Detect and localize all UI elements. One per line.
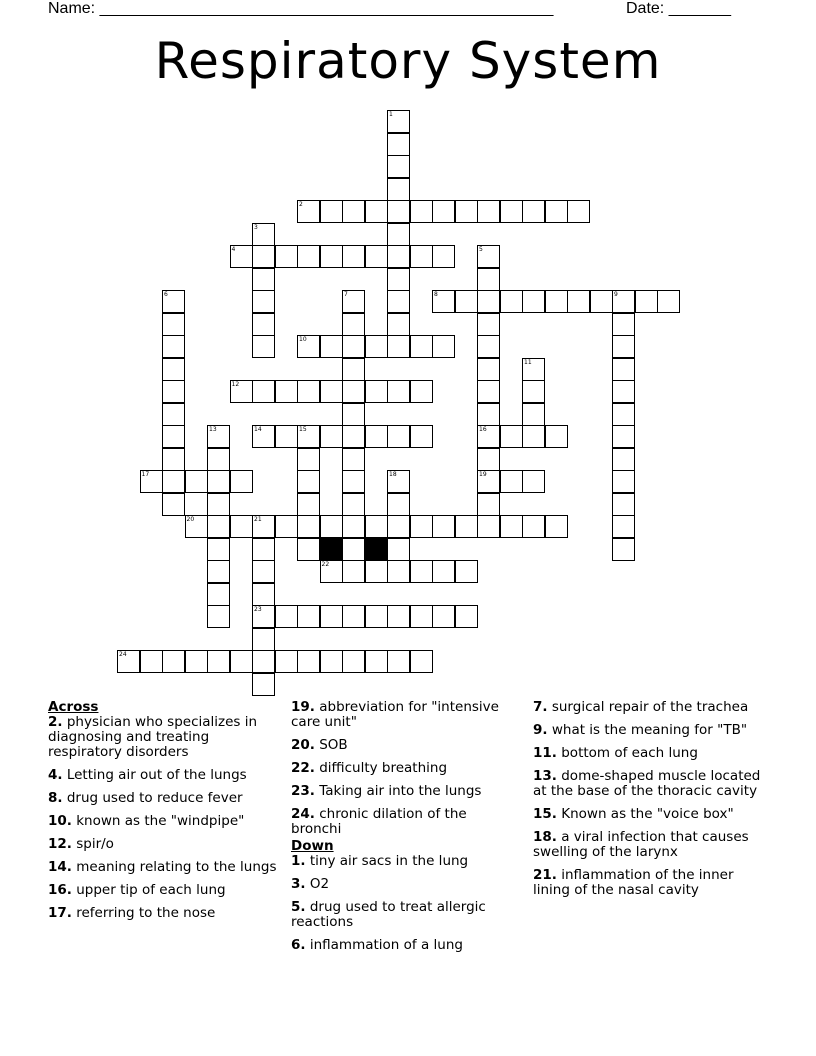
crossword-cell[interactable] [567,290,590,313]
crossword-cell[interactable] [500,470,523,493]
clue-across-12: 12. spir/o [48,836,114,852]
crossword-cell[interactable] [252,313,275,336]
crossword-cell[interactable] [612,313,635,336]
crossword-cell[interactable] [275,605,298,628]
clue-number-label: 6 [164,291,168,298]
clue-down-1: 1. tiny air sacs in the lung [291,853,469,869]
crossword-cell[interactable] [342,245,365,268]
crossword-cell[interactable] [162,380,185,403]
crossword-cell[interactable] [455,605,478,628]
crossword-cell[interactable] [342,650,365,673]
crossword-cell[interactable] [387,268,410,291]
clue-across-16: 16. upper tip of each lung [48,882,226,898]
crossword-cell[interactable] [140,470,163,493]
crossword-cell[interactable] [252,650,275,673]
crossword-cell[interactable] [365,245,388,268]
crossword-cell[interactable] [612,538,635,561]
crossword-cell[interactable] [500,290,523,313]
crossword-cell[interactable] [365,425,388,448]
crossword-cell[interactable] [342,493,365,516]
crossword-cell[interactable] [297,335,320,358]
crossword-cell[interactable] [342,425,365,448]
crossword-cell[interactable] [342,380,365,403]
clue-across-8: 8. drug used to reduce fever [48,790,243,806]
clue-number-label: 1 [389,111,393,118]
crossword-cell[interactable] [162,650,185,673]
clue-number-label: 16 [479,426,487,433]
crossword-cell[interactable] [387,155,410,178]
crossword-cell[interactable] [252,268,275,291]
crossword-cell[interactable] [410,560,433,583]
crossword-cell[interactable] [185,650,208,673]
crossword-cell[interactable] [477,200,500,223]
clue-number-label: 18 [389,471,397,478]
clue-number-label: 5 [479,246,483,253]
crossword-cell[interactable] [207,583,230,606]
clue-across-10: 10. known as the "windpipe" [48,813,245,829]
crossword-cell[interactable] [522,425,545,448]
crossword-cell[interactable] [297,245,320,268]
crossword-cell[interactable] [320,560,343,583]
clue-number-label: 22 [321,561,330,568]
crossword-cell[interactable] [410,245,433,268]
crossword-black-cell [320,538,343,561]
crossword-cell[interactable] [410,380,433,403]
crossword-cell[interactable] [612,403,635,426]
crossword-cell[interactable] [297,650,320,673]
crossword-cell[interactable] [522,290,545,313]
crossword-cell[interactable] [342,358,365,381]
crossword-cell[interactable] [297,493,320,516]
crossword-cell[interactable] [365,650,388,673]
crossword-cell[interactable] [252,583,275,606]
crossword-cell[interactable] [387,335,410,358]
crossword-cell[interactable] [185,470,208,493]
clue-down-21: 21. inflammation of the inner lining of the nasal cavity [533,867,734,898]
crossword-cell[interactable] [252,673,275,696]
crossword-cell[interactable] [612,335,635,358]
crossword-cell[interactable] [342,470,365,493]
crossword-cell[interactable] [365,380,388,403]
crossword-cell[interactable] [612,515,635,538]
crossword-cell[interactable] [275,650,298,673]
crossword-cell[interactable] [387,200,410,223]
clue-down-9: 9. what is the meaning for "TB" [533,722,748,738]
crossword-cell[interactable] [365,335,388,358]
clue-number-label: 11 [524,358,532,366]
crossword-cell[interactable] [455,290,478,313]
crossword-cell[interactable] [297,448,320,471]
crossword-cell[interactable] [320,425,343,448]
clue-column-3 [533,700,763,906]
crossword-cell[interactable] [387,380,410,403]
down-heading: Down [291,838,334,854]
crossword-cell[interactable] [387,605,410,628]
crossword-cell[interactable] [387,470,410,493]
crossword-cell[interactable] [387,223,410,246]
crossword-cell[interactable] [432,515,455,538]
crossword-cell[interactable] [342,605,365,628]
crossword-cell[interactable] [545,290,568,313]
crossword-cell[interactable] [252,538,275,561]
crossword-cell[interactable] [230,470,253,493]
crossword-cell[interactable] [612,425,635,448]
clue-across-24: 24. chronic dilation of the bronchi [291,806,467,837]
clue-down-13: 13. dome-shaped muscle located at the base of the thoracic cavity [533,768,761,799]
crossword-cell[interactable] [162,335,185,358]
crossword-cell[interactable] [522,358,545,381]
crossword-cell[interactable] [342,448,365,471]
crossword-cell[interactable] [387,493,410,516]
crossword-cell[interactable] [432,245,455,268]
crossword-cell[interactable] [252,290,275,313]
crossword-cell[interactable] [432,605,455,628]
crossword-cell[interactable] [410,605,433,628]
clue-number-label: 21 [254,516,262,523]
crossword-cell[interactable] [477,425,500,448]
crossword-cell[interactable] [545,515,568,538]
clue-number-label: 9 [614,291,618,298]
crossword-cell[interactable] [275,245,298,268]
name-field: Name: ___________________________________________________ [48,0,554,17]
crossword-black-cell [365,538,388,561]
crossword-cell[interactable] [612,358,635,381]
crossword-cell[interactable] [342,200,365,223]
crossword-cell[interactable] [162,425,185,448]
crossword-cell[interactable] [432,560,455,583]
clue-down-5: 5. drug used to treat allergic reactions [291,899,486,930]
clue-number-label: 15 [299,426,307,433]
crossword-cell[interactable] [207,650,230,673]
crossword-cell[interactable] [342,538,365,561]
crossword-cell[interactable] [410,650,433,673]
crossword-cell[interactable] [387,133,410,156]
page-title: Respiratory System [154,32,662,90]
crossword-cell[interactable] [207,515,230,538]
clue-number-label: 7 [344,291,348,298]
crossword-cell[interactable] [342,313,365,336]
crossword-cell[interactable] [477,515,500,538]
crossword-cell[interactable] [410,200,433,223]
crossword-cell[interactable] [297,605,320,628]
crossword-cell[interactable] [342,290,365,313]
crossword-cell[interactable] [522,380,545,403]
crossword-cell[interactable] [410,425,433,448]
crossword-cell[interactable] [455,200,478,223]
crossword-cell[interactable] [545,425,568,448]
crossword-cell[interactable] [387,290,410,313]
clue-down-18: 18. a viral infection that causes swelling of the larynx [533,829,749,860]
clue-down-7: 7. surgical repair of the trachea [533,699,749,715]
crossword-cell[interactable] [432,335,455,358]
crossword-cell[interactable] [320,515,343,538]
crossword-cell[interactable] [657,290,680,313]
crossword-cell[interactable] [117,650,140,673]
crossword-cell[interactable] [207,448,230,471]
crossword-cell[interactable] [477,448,500,471]
crossword-cell[interactable] [387,425,410,448]
crossword-cell[interactable] [500,200,523,223]
crossword-cell[interactable] [252,335,275,358]
crossword-cell[interactable] [275,425,298,448]
crossword-cell[interactable] [320,245,343,268]
clue-down-3: 3. O2 [291,876,330,892]
crossword-cell[interactable] [207,425,230,448]
crossword-cell[interactable] [365,605,388,628]
crossword-cell[interactable] [140,650,163,673]
crossword-cell[interactable] [162,470,185,493]
crossword-cell[interactable] [275,380,298,403]
clue-across-4: 4. Letting air out of the lungs [48,767,247,783]
clue-number-label: 19 [479,471,487,478]
crossword-cell[interactable] [162,493,185,516]
crossword-cell[interactable] [387,110,410,133]
clue-number-label: 23 [254,606,262,613]
crossword-cell[interactable] [477,335,500,358]
crossword-cell[interactable] [297,200,320,223]
crossword-cell[interactable] [387,515,410,538]
crossword-cell[interactable] [297,380,320,403]
crossword-cell[interactable] [477,470,500,493]
clue-number-label: 13 [209,426,217,433]
crossword-cell[interactable] [230,650,253,673]
crossword-cell[interactable] [410,515,433,538]
crossword-cell[interactable] [320,605,343,628]
crossword-cell[interactable] [297,515,320,538]
crossword-cell[interactable] [455,560,478,583]
date-field: Date: _______ [626,0,731,17]
clue-down-11: 11. bottom of each lung [533,745,698,761]
crossword-cell[interactable] [612,290,635,313]
crossword-cell[interactable] [612,493,635,516]
crossword-cell[interactable] [387,245,410,268]
crossword-cell[interactable] [477,380,500,403]
crossword-cell[interactable] [320,650,343,673]
crossword-cell[interactable] [342,560,365,583]
crossword-cell[interactable] [365,560,388,583]
crossword-cell[interactable] [252,223,275,246]
crossword-cell[interactable] [162,313,185,336]
crossword-cell[interactable] [522,200,545,223]
crossword-cell[interactable] [320,380,343,403]
crossword-cell[interactable] [612,448,635,471]
clue-column-2 [291,700,521,961]
crossword-cell[interactable] [342,403,365,426]
clue-down-15: 15. Known as the "voice box" [533,806,734,822]
clue-column-1 [48,700,278,929]
crossword-cell[interactable] [387,313,410,336]
crossword-cell[interactable] [207,605,230,628]
crossword-cell[interactable] [590,290,613,313]
crossword-cell[interactable] [612,380,635,403]
clue-number-label: 20 [186,516,195,523]
crossword-cell[interactable] [252,425,275,448]
crossword-cell[interactable] [477,403,500,426]
crossword-cell[interactable] [230,515,253,538]
clue-number-label: 12 [231,381,240,388]
clue-across-20: 20. SOB [291,737,348,753]
crossword-cell[interactable] [410,335,433,358]
crossword-cell[interactable] [477,268,500,291]
crossword-cell[interactable] [320,335,343,358]
clue-number-label: 4 [231,246,236,253]
crossword-cell[interactable] [252,380,275,403]
crossword-cell[interactable] [207,470,230,493]
clue-number-label: 17 [141,471,150,478]
clue-across-14: 14. meaning relating to the lungs [48,859,277,875]
crossword-cell[interactable] [365,200,388,223]
crossword-cell[interactable] [612,470,635,493]
clue-number-label: 3 [254,223,258,231]
clue-number-label: 8 [434,291,438,298]
crossword-cell[interactable] [545,200,568,223]
crossword-cell[interactable] [477,313,500,336]
crossword-cell[interactable] [252,605,275,628]
crossword-cell[interactable] [297,425,320,448]
crossword-cell[interactable] [387,538,410,561]
crossword-cell[interactable] [567,200,590,223]
crossword-cell[interactable] [432,200,455,223]
crossword-cell[interactable] [365,515,388,538]
clue-across-22: 22. difficulty breathing [291,760,448,776]
crossword-cell[interactable] [207,538,230,561]
crossword-cell[interactable] [162,403,185,426]
crossword-cell[interactable] [387,560,410,583]
clue-number-label: 24 [119,651,127,658]
crossword-cell[interactable] [522,470,545,493]
crossword-cell[interactable] [635,290,658,313]
crossword-cell[interactable] [185,515,208,538]
crossword-cell[interactable] [275,515,298,538]
crossword-cell[interactable] [477,245,500,268]
crossword-cell[interactable] [342,515,365,538]
crossword-cell[interactable] [207,493,230,516]
crossword-cell[interactable] [252,628,275,651]
crossword-cell[interactable] [342,335,365,358]
crossword-cell[interactable] [162,448,185,471]
crossword-cell[interactable] [477,358,500,381]
clue-across-23: 23. Taking air into the lungs [291,783,482,799]
crossword-cell[interactable] [320,200,343,223]
crossword-cell[interactable] [162,290,185,313]
across-heading: Across [48,699,99,715]
crossword-cell[interactable] [230,245,253,268]
clue-down-6: 6. inflammation of a lung [291,937,463,953]
clue-number-label: 14 [254,426,262,433]
crossword-cell[interactable] [297,470,320,493]
clue-number-label: 10 [299,336,307,343]
crossword-cell[interactable] [162,358,185,381]
crossword-cell[interactable] [500,515,523,538]
crossword-cell[interactable] [500,425,523,448]
crossword-cell[interactable] [252,515,275,538]
crossword-cell[interactable] [522,403,545,426]
clue-across-17: 17. referring to the nose [48,905,216,921]
crossword-cell[interactable] [252,560,275,583]
crossword-cell[interactable] [455,515,478,538]
clue-number-label: 2 [299,201,303,208]
crossword-cell[interactable] [252,245,275,268]
crossword-cell[interactable] [387,178,410,201]
crossword-cell[interactable] [207,560,230,583]
clue-across-19: 19. abbreviation for "intensive care unit" [291,699,499,730]
crossword-cell[interactable] [477,493,500,516]
clue-across-2: 2. physician who specializes in diagnosing and treating respiratory disorders [48,714,258,760]
crossword-cell[interactable] [477,290,500,313]
crossword-cell[interactable] [387,650,410,673]
crossword-cell[interactable] [432,290,455,313]
crossword-cell[interactable] [297,538,320,561]
crossword-cell[interactable] [522,515,545,538]
crossword-cell[interactable] [230,380,253,403]
